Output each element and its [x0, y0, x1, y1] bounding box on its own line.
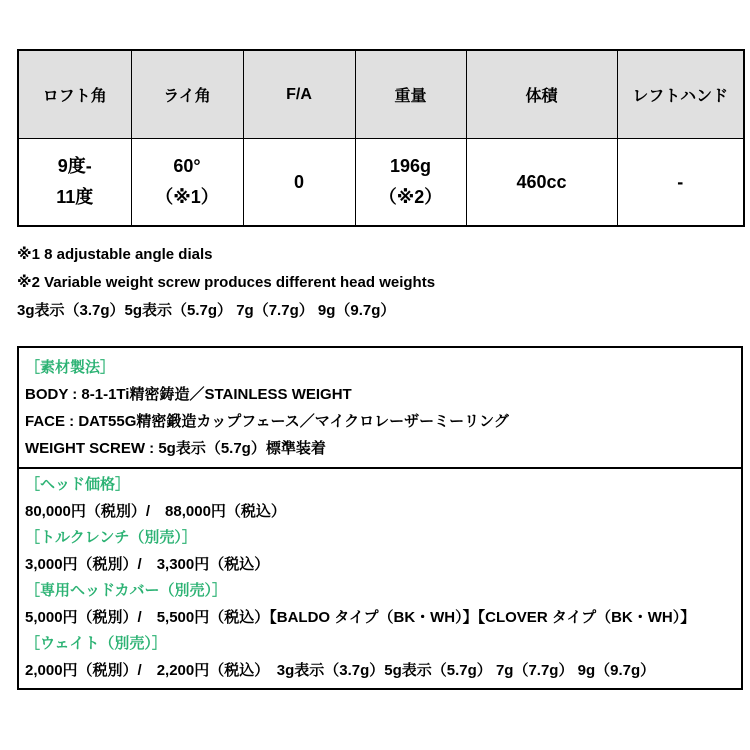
cell-left-hand: [617, 139, 744, 227]
footnote-weight-options: 3g表示（3.7g）5g表示（5.7g） 7g（7.7g） 9g（9.7g）: [17, 302, 396, 319]
header-fa: F/A: [243, 50, 355, 139]
material-face-line: FACE : DAT55G精密鍛造カップフェース／マイクロレーザーミーリング: [25, 413, 509, 430]
cell-lie-line2: （※1）: [155, 187, 219, 207]
torque-wrench-heading: ［トルクレンチ（別売）］: [25, 529, 197, 546]
head-cover-price-value: 5,000円（税別）/ 5,500円（税込）【BALDO タイプ（BK・WH）】【CLOVER タイプ（BK・WH）】: [25, 608, 696, 626]
torque-wrench-price-value: 3,000円（税別）/ 3,300円（税込）: [25, 555, 270, 573]
footnote-1: ※1 8 adjustable angle dials: [17, 246, 213, 263]
header-loft-angle: ロフト角: [18, 50, 131, 139]
material-weight-screw-line: WEIGHT SCREW : 5g表示（5.7g）標準装着: [25, 440, 326, 457]
footnotes: [17, 241, 743, 325]
cell-weight: [355, 139, 466, 227]
spec-table-data-row: [18, 139, 744, 227]
material-heading: ［素材製法］: [25, 359, 116, 376]
spec-table-header-row: [18, 50, 744, 139]
info-boxes: [17, 346, 743, 690]
cell-loft-line2: 11度: [56, 187, 94, 207]
cell-weight-line2: （※2）: [378, 187, 443, 207]
cell-loft-line1: 9度-: [57, 156, 92, 176]
cell-volume-line1: 460cc: [516, 171, 567, 192]
material-body-line: BODY : 8-1-1Ti精密鋳造／STAINLESS WEIGHT: [25, 386, 352, 403]
header-lie-angle: ライ角: [131, 50, 243, 139]
spec-sheet-content: [17, 49, 743, 690]
footnote-2: ※2 Variable weight screw produces different head weights: [17, 274, 436, 291]
cell-left-hand-line1: -: [677, 171, 684, 192]
header-weight: 重量: [355, 50, 466, 139]
head-price-value: 80,000円（税別）/ 88,000円（税込）: [25, 502, 286, 520]
material-box: [17, 346, 743, 469]
spec-table: [17, 49, 745, 227]
header-volume: 体積: [466, 50, 617, 139]
cell-fa: [243, 139, 355, 227]
cell-volume: [466, 139, 617, 227]
cell-lie-line1: 60°: [173, 156, 201, 176]
cell-weight-line1: 196g: [389, 156, 432, 176]
weight-option-price-value: 2,000円（税別）/ 2,200円（税込） 3g表示（3.7g）5g表示（5.7g） 7g（7.7g） 9g（9.7g）: [25, 661, 656, 679]
head-price-heading: ［ヘッド価格］: [25, 476, 131, 493]
weight-option-heading: ［ウェイト（別売）］: [25, 635, 167, 652]
price-box: [17, 469, 743, 690]
header-left-hand: レフトハンド: [617, 50, 744, 139]
head-cover-heading: ［専用ヘッドカバー（別売）］: [25, 582, 228, 599]
cell-lie-angle: [131, 139, 243, 227]
cell-loft-angle: [18, 139, 131, 227]
cell-fa-line1: 0: [293, 171, 304, 192]
